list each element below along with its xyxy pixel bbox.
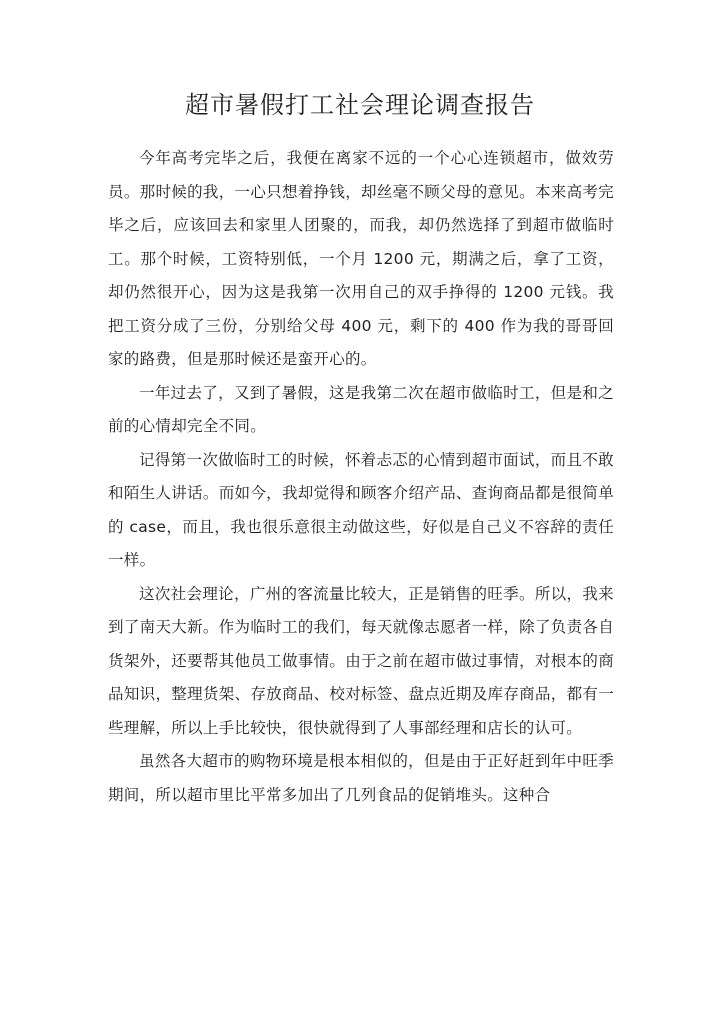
paragraph-1: 今年高考完毕之后，我便在离家不远的一个心心连锁超市，做效劳员。那时候的我，一心只想着挣钱，却丝毫不顾父母的意见。本来高考完毕之后，应该回去和家里人团聚的，而我，却仍然选择了到超市做临时工。那个时候，工资特别低，一个月 1200 元，期满之后，拿了工资，却仍然很开心，因为这是我第一次用自己的双手挣得的 1200 元钱。我把工资分成了三份，分别给父母 400 元，剩下的 400 作为我的哥哥回家的路费，但是那时候还是蛮开心的。: [108, 149, 614, 368]
paragraph-4: 这次社会理论，广州的客流量比较大，正是销售的旺季。所以，我来到了南天大新。作为临时工的我们，每天就像志愿者一样，除了负责各自货架外，还要帮其他员工做事情。由于之前在超市做过事情，对根本的商品知识，整理货架、存放商品、校对标签、盘点近期及库存商品，都有一些理解，所以上手比较快，很快就得到了人事部经理和店长的认可。: [108, 584, 614, 737]
document-title: 超市暑假打工社会理论调查报告: [185, 91, 535, 119]
paragraph-2: 一年过去了，又到了暑假，这是我第二次在超市做临时工，但是和之前的心情却完全不同。: [108, 383, 614, 435]
document-body: [108, 142, 614, 812]
paragraph-3: 记得第一次做临时工的时候，怀着忐忑的心情到超市面试，而且不敢和陌生人讲话。而如今，我却觉得和顾客介绍产品、查询商品都是很简单的 case，而且，我也很乐意很主动做这些，好似是自己义不容辞的责任一样。: [108, 450, 614, 569]
paragraph-5: 虽然各大超市的购物环境是根本相似的，但是由于正好赶到年中旺季期间，所以超市里比平常多加出了几列食品的促销堆头。这种合: [108, 752, 614, 804]
